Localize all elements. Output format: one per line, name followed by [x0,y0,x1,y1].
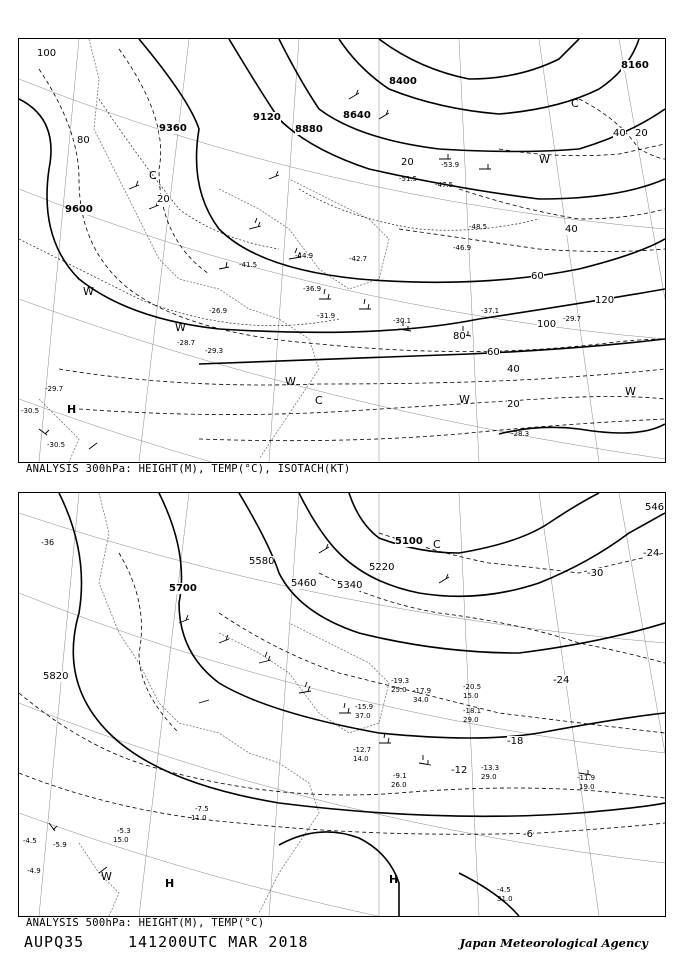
high-center: H [389,873,399,886]
isotach-label: 120 [595,295,615,306]
station-label: 14.0 [353,755,369,763]
map-300hpa [18,38,666,463]
isotach-label: 20 [401,157,414,168]
station-label: -17.9 [413,687,432,695]
isotach-label: 20 [157,194,170,205]
station-label: -7.5 [195,805,209,813]
isotach-label: 100 [537,319,557,330]
height-label-8400: 8400 [389,76,417,87]
temp-label: -47.5 [435,181,454,189]
isotach-label: 60 [531,271,544,282]
station-label: 34.0 [413,696,429,704]
temp-label: -42.7 [349,255,368,263]
station-label: -18.1 [463,707,482,715]
station-label: -12.7 [353,746,372,754]
isotherm-label: -18 [507,736,524,747]
height-label-5220: 5220 [369,562,395,573]
height-label-9120: 9120 [253,112,281,123]
warm-center: W [285,375,296,388]
station-label: -9.1 [393,772,407,780]
station-label: -13.3 [481,764,500,772]
warm-center: W [83,285,94,298]
isotherm-label: -12 [451,765,468,776]
cold-center: C [149,169,157,182]
station-label: 31.0 [497,895,513,903]
high-center: H [67,403,77,416]
isotherm-label: -24 [553,675,570,686]
station-label: -19.3 [391,677,410,685]
temp-label: -28.7 [177,339,196,347]
temp-label: -41.5 [239,261,258,269]
height-label-5460: 5460 [291,578,317,589]
cold-center: C [315,394,323,407]
temp-label: -46.9 [453,244,472,252]
temp-label: -53.9 [441,161,460,169]
isotach-label: 80 [77,135,90,146]
temp-label: -51.5 [399,175,418,183]
station-label: -4.9 [27,867,41,875]
isotherm-label: -36 [41,538,55,547]
height-label-546: 546 [645,502,665,513]
station-label: 15.0 [113,836,129,844]
caption-300hpa: ANALYSIS 300hPa: HEIGHT(M), TEMP(°C), ISOTACH(KT) [26,463,351,475]
coastline-300 [39,39,389,462]
isotherm-label: -6 [523,829,533,840]
height-label-5820: 5820 [43,671,69,682]
station-label: 19.0 [579,783,595,791]
isotherm-label: -30 [587,568,604,579]
station-label: 26.0 [391,781,407,789]
wind-barbs-300 [39,90,491,449]
station-label: -11.9 [577,774,596,782]
map-300hpa-canvas [19,39,665,462]
station-label: -5.9 [53,841,67,849]
station-label: -5.3 [117,827,131,835]
temp-label: -31.9 [317,312,336,320]
isotherm-label: -24 [643,548,660,559]
isotach-label: 20 [635,128,648,139]
height-label-8640: 8640 [343,110,371,121]
temp-label: -37.1 [481,307,500,315]
station-label: -4.5 [23,837,37,845]
station-label: 37.0 [355,712,371,720]
map-500hpa-canvas [19,493,665,916]
height-label-8880: 8880 [295,124,323,135]
height-label-5700: 5700 [169,583,197,594]
warm-center: W [539,153,550,166]
station-label: -4.5 [497,886,511,894]
isotach-label: 60 [487,347,500,358]
warm-center: W [625,385,636,398]
map-500hpa [18,492,666,917]
warm-center: W [175,321,186,334]
temp-label: -30.5 [21,407,40,415]
cold-center: C [433,538,441,551]
station-label: -15.9 [355,703,374,711]
temp-label: -26.9 [209,307,228,315]
station-label: -20.5 [463,683,482,691]
temp-label: -30.5 [47,441,66,449]
valid-time: 141200UTC MAR 2018 [128,933,309,951]
temp-label: -36.9 [303,285,322,293]
isotach-label: 20 [507,399,520,410]
cold-center: C [571,97,579,110]
station-label: 11.0 [191,814,207,822]
height-contours-300 [19,39,665,434]
station-label: 15.0 [463,692,479,700]
height-label-5100: 5100 [395,536,423,547]
warm-center: W [459,393,470,406]
temp-label: -30.1 [393,317,412,325]
isotach-label: 40 [565,224,578,235]
height-label-9600: 9600 [65,204,93,215]
isotach-label: 80 [453,331,466,342]
warm-center: W [101,870,112,883]
temp-label: -29.7 [563,315,582,323]
isotach-label: 40 [507,364,520,375]
agency-name: Japan Meteorological Agency [459,936,648,950]
temp-label: -48.5 [469,223,488,231]
temp-label: -28.3 [511,430,530,438]
station-label: 29.0 [463,716,479,724]
high-center: H [165,877,175,890]
isotach-label: 40 [613,128,626,139]
isotach-label: 100 [37,48,57,59]
height-label-5580: 5580 [249,556,275,567]
temp-label: -29.7 [45,385,64,393]
station-label: 25.0 [391,686,407,694]
height-label-9360: 9360 [159,123,187,134]
height-label-5340: 5340 [337,580,363,591]
caption-500hpa: ANALYSIS 500hPa: HEIGHT(M), TEMP(°C) [26,917,265,929]
temp-label: -44.9 [295,252,314,260]
height-label-8160: 8160 [621,60,649,71]
station-label: 29.0 [481,773,497,781]
temp-label: -29.3 [205,347,224,355]
chart-code: AUPQ35 [24,933,85,951]
